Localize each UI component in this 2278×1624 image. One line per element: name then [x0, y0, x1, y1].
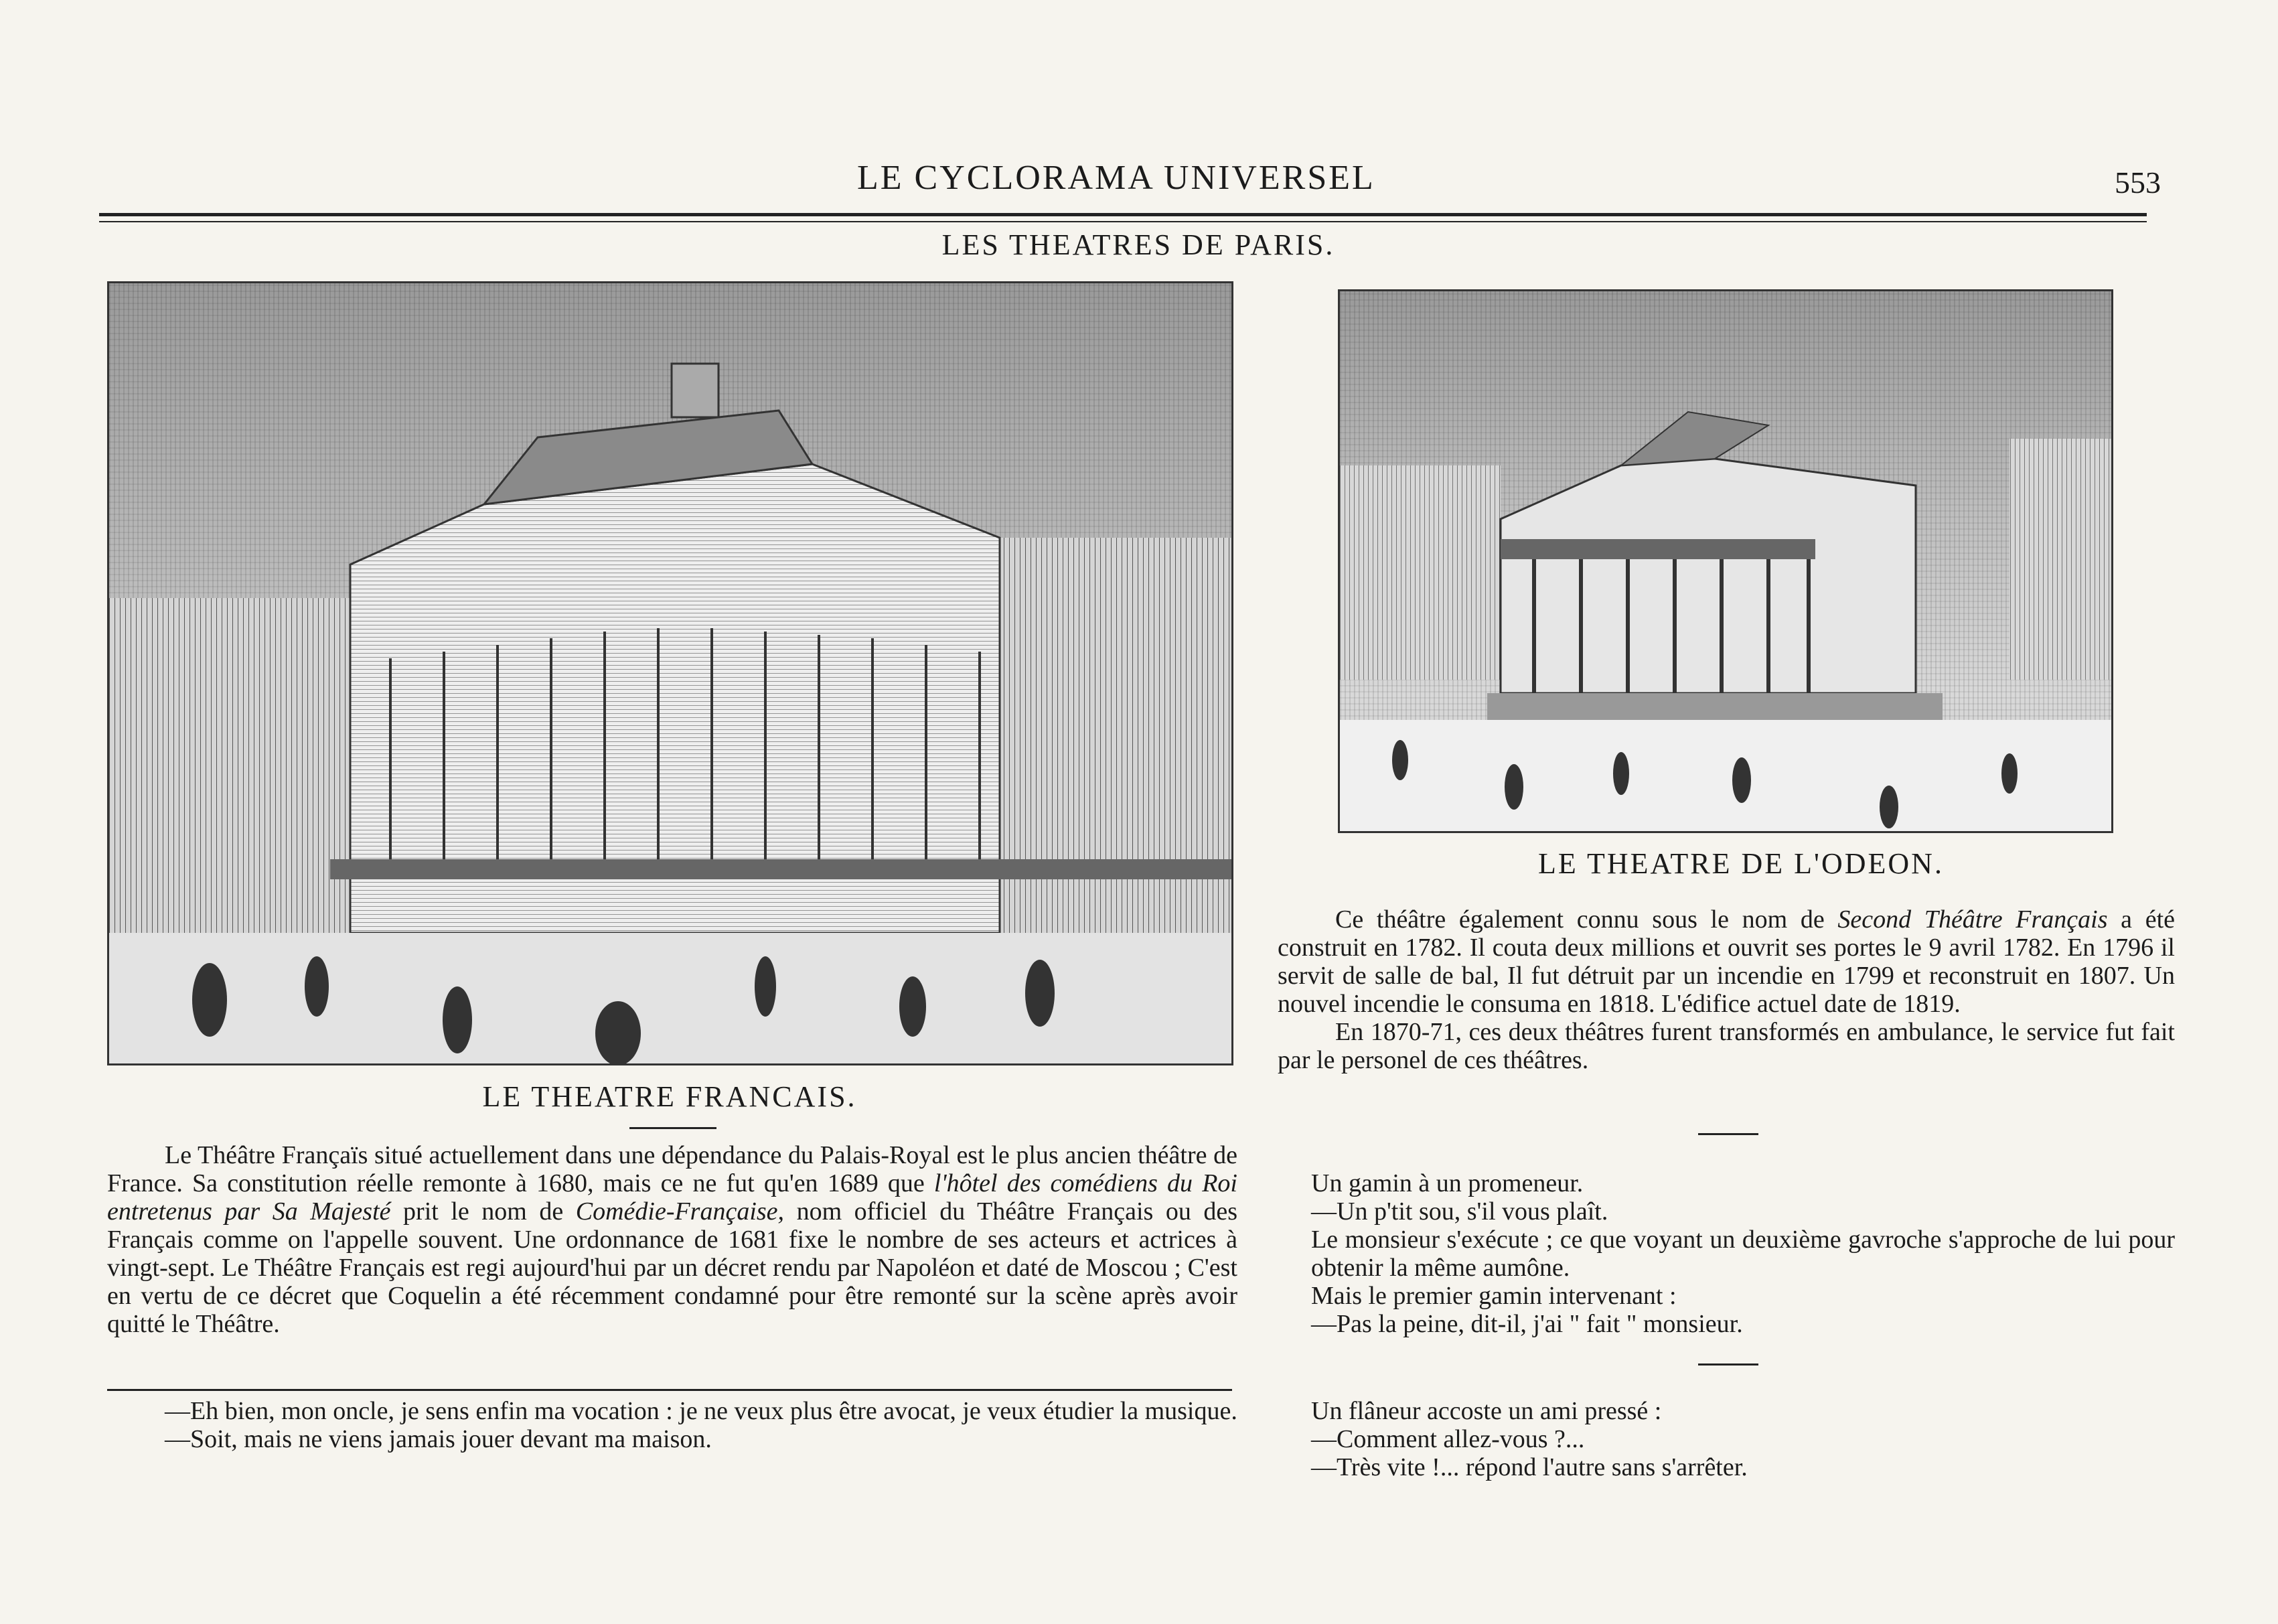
dialogue-line: Mais le premier gamin intervenant :: [1311, 1282, 1677, 1310]
divider-rule: [1698, 1363, 1758, 1365]
article-paragraph: En 1870-71, ces deux théâtres furent transformés en ambulance, le service fut fait par le personel de ces théâtres.: [1278, 1018, 2175, 1074]
dialogue-line: Un flâneur accoste un ami pressé :: [1311, 1397, 1662, 1425]
theatre-odeon-engraving: [1338, 289, 2113, 833]
section-title: LES THEATRES DE PARIS.: [941, 228, 1335, 261]
dialogue-line: —Eh bien, mon oncle, je sens enfin ma vocation : je ne veux plus être avocat, je veux étudier la musique.: [165, 1397, 1237, 1425]
header-rule-thin: [99, 221, 2147, 222]
dialogue-left: [107, 1397, 1237, 1453]
divider-rule: [1698, 1133, 1758, 1135]
dialogue-line: Un gamin à un promeneur.: [1311, 1169, 1584, 1197]
article-text: a été construit en 1782. Il couta deux millions et ouvrit ses portes le 9 avril 1782. En 1796 il servit de salle de bal, Il fut détruit par un incendie en 1799 et reconstruit en 1807. Un nouvel incendie le consuma en 1818. L'édifice actuel date de 1819.: [1278, 905, 2176, 1018]
article-text: nom officiel du Théâtre Français ou des Français comme on l'appelle souvent. Une ordonnance de 1681 fixe le nombre de ses acteurs et actrices à vingt-sept. Le Théâtre Français est regi aujourd'hui par un décret rendu par Napoléon et daté de Moscou ; C'est en vertu de ce décret que Coquelin a été récemment condamné pour être remonté sur la scène après avoir quitté le Théâtre.: [107, 1197, 1237, 1338]
divider-rule: [629, 1127, 716, 1129]
theatre-francais-illustration: [109, 283, 1231, 1063]
dialogue-line: —Un p'tit sou, s'il vous plaît.: [1311, 1197, 1608, 1226]
dialogue-line: —Comment allez-vous ?...: [1311, 1425, 1585, 1453]
article-text: prit le nom de: [390, 1197, 576, 1226]
dialogue-line: —Soit, mais ne viens jamais jouer devant ma maison.: [165, 1425, 712, 1453]
article-text: Ce théâtre également connu sous le nom de: [1335, 905, 1838, 934]
article-text: Le Théâtre Françaïs situé actuellement dans une dépendance du Palais-Royal est le plus ancien théâtre de France. Sa constitution réelle remonte à 1680, mais ce ne fut qu'en 1689 que: [107, 1141, 1237, 1197]
dialogue-line: Le monsieur s'exécute ; ce que voyant un deuxième gavroche s'approche de lui pour obtenir la même aumône.: [1311, 1226, 2175, 1282]
dialogue-right-flaneur: [1278, 1397, 2175, 1481]
theatre-francais-engraving: [107, 281, 1233, 1065]
article-text-italic: l'hôtel des comédiens du Roi entretenus par Sa Majesté: [107, 1169, 1237, 1226]
divider-rule-long: [107, 1389, 1232, 1391]
caption-theatre-francais: LE THEATRE FRANCAIS.: [482, 1080, 857, 1113]
article-text-italic: Comédie-Française,: [575, 1197, 785, 1226]
dialogue-line: —Pas la peine, dit-il, j'ai " fait " monsieur.: [1311, 1310, 1743, 1338]
page-number: 553: [2115, 165, 2161, 200]
running-header-title: LE CYCLORAMA UNIVERSEL: [857, 159, 1375, 197]
header-rule-thick: [99, 213, 2147, 216]
dialogue-right-gamin: [1278, 1169, 2175, 1338]
theatre-odeon-illustration: [1340, 291, 2111, 831]
article-text-italic: Second Théâtre Français: [1837, 905, 2108, 934]
article-theatre-odeon: [1278, 905, 2175, 1074]
caption-theatre-odeon: LE THEATRE DE L'ODEON.: [1538, 847, 1944, 880]
dialogue-line: —Très vite !... répond l'autre sans s'arrêter.: [1311, 1453, 1748, 1481]
article-theatre-francais: [107, 1141, 1237, 1338]
